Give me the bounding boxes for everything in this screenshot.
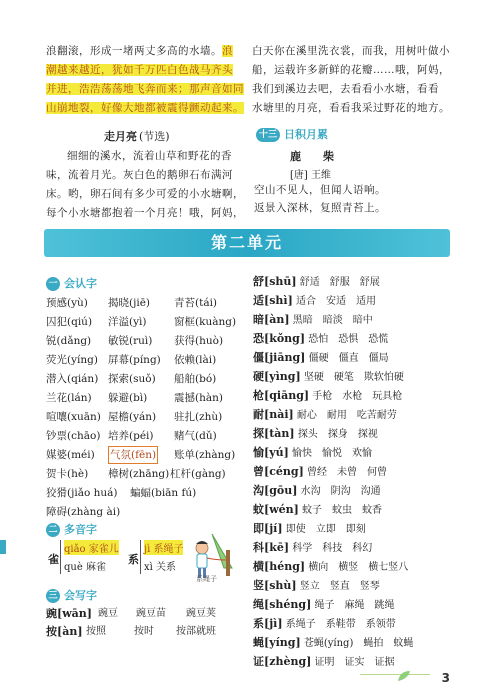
section-daily-accumulation: [256, 127, 328, 143]
unit-banner: 第二单元: [44, 229, 450, 257]
section-writing-characters: [46, 588, 97, 604]
excerpt-note: (节选): [139, 130, 170, 143]
section-number: 十三: [256, 128, 280, 142]
list-item: 蝇[yíng] 苍蝇(yíng) 蝇拍 蚊蝇: [253, 636, 414, 649]
section-label: 日积月累: [284, 128, 329, 141]
passage-highlight-start: 浪: [222, 45, 233, 57]
excerpt-title: 走月亮: [104, 130, 137, 143]
list-item: 科[kē] 科学 科技 科幻: [253, 541, 373, 554]
list-item: 探[tàn] 探头 探身 探视: [253, 427, 378, 440]
list-item: 沟[gōu] 水沟 阴沟 沟通: [253, 484, 381, 497]
poly-reading-2: què 麻雀: [64, 562, 106, 573]
highlighted-word: 气氛(fēn): [108, 446, 158, 464]
section-number: 一: [46, 277, 60, 291]
passage-line-3: 并进，浩浩荡荡地飞奔而来；那声音如同: [46, 83, 244, 95]
list-item: 暗[àn] 黑暗 暗淡 暗中: [253, 313, 373, 326]
section-recognize-characters: [46, 276, 97, 292]
section-number: 二: [46, 523, 60, 537]
poem-line-2: 返景入深林，复照青苔上。: [254, 202, 386, 214]
poem-title: 鹿 柴: [290, 150, 334, 163]
poly-brace-2: [140, 540, 141, 574]
leaf-icon: [396, 669, 412, 683]
list-item: 硬[yìng] 坚硬 硬笔 欺软怕硬: [253, 370, 404, 383]
poem-author: [唐] 王维: [290, 170, 331, 181]
passage-right-line: 白天你在溪里洗衣裳，而我，用树叶做小: [252, 45, 450, 57]
section-number: 三: [46, 589, 60, 603]
list-item: 恐[kǒng] 恐怕 恐惧 恐慌: [253, 332, 389, 345]
passage-right-line: 船，运载许多新鲜的花瓣……哦，阿妈，: [252, 64, 450, 76]
list-item: 枪[qiāng] 手枪 水枪 玩具枪: [253, 389, 403, 402]
passage-top-left: [46, 42, 246, 118]
list-item: 横[héng] 横向 横竖 横七竖八: [253, 560, 409, 573]
list-item: 舒[shū] 舒适 舒服 舒展: [253, 275, 380, 288]
excerpt-line: 床。哟，卵石间有多少可爱的小水塘啊，: [46, 188, 244, 200]
passage-line-4: 山崩地裂，好像大地都被震得颤动起来。: [46, 102, 244, 114]
list-item: 曾[céng] 曾经 未曾 何曾: [253, 465, 387, 478]
list-item: 耐[nài] 耐心 耐用 吃苦耐劳: [253, 408, 397, 421]
page-number: 3: [441, 671, 450, 685]
side-tab-marker: [0, 540, 6, 554]
list-item: 竖[shù] 竖立 竖直 竖琴: [253, 579, 380, 592]
list-item: 蚊[wén] 蚊子 蚊虫 蚊香: [253, 503, 383, 516]
poly-char-xi: 系: [128, 553, 139, 566]
list-item: 系[jì] 系绳子 系鞋带 系领带: [253, 617, 396, 630]
section-label: 会写字: [64, 589, 97, 602]
footer-line: [360, 674, 430, 675]
excerpt-line: 味，流着月光。灰白色的鹅卵石布满河: [46, 169, 233, 181]
excerpt-body: [46, 147, 246, 223]
poly-reading-1: qiǎo 家雀儿: [64, 540, 119, 555]
section-polyphonic: [46, 522, 97, 538]
poly-char-que: 雀: [48, 553, 59, 566]
excerpt-line: 每个小水塘都抱着一个月亮！哦，阿妈，: [46, 207, 244, 219]
list-item: 即[jí] 即使 立即 即刻: [253, 522, 366, 535]
list-item: 证[zhèng] 证明 证实 证据: [253, 655, 395, 668]
list-item: 绳[shéng] 绳子 麻绳 跳绳: [253, 598, 395, 611]
excerpt-line: 细细的溪水，流着山草和野花的香: [67, 150, 232, 162]
passage-line-2: 潮越来越近，犹如千万匹白色战马齐头: [46, 64, 233, 76]
poly-reading-3: jì 系绳子: [144, 540, 183, 555]
section-label: 会认字: [64, 277, 97, 290]
section-label: 多音字: [64, 523, 97, 536]
poem-line-1: 空山不见人，但闻人语响。: [254, 184, 386, 196]
poly-reading-4: xì 关系: [144, 562, 177, 573]
passage-right-line: 水塘里的月亮，看看我采过野花的地方。: [252, 102, 450, 114]
passage-line-1: 浪翻滚，形成一堵两丈多高的水墙。: [46, 45, 222, 57]
excerpt-heading: [104, 128, 170, 144]
illustration-caption: 系绳子: [196, 575, 217, 583]
poly-brace-1: [60, 540, 61, 574]
passage-top-right: [252, 42, 452, 118]
list-item: 适[shì] 适合 安适 适用: [253, 294, 376, 307]
list-item: 愉[yú] 愉快 愉悦 欢愉: [253, 446, 372, 459]
passage-right-line: 我们到溪边去吧，去看看小水塘，看看: [252, 83, 439, 95]
list-item: 僵[jiāng] 僵硬 僵直 僵局: [253, 351, 389, 364]
